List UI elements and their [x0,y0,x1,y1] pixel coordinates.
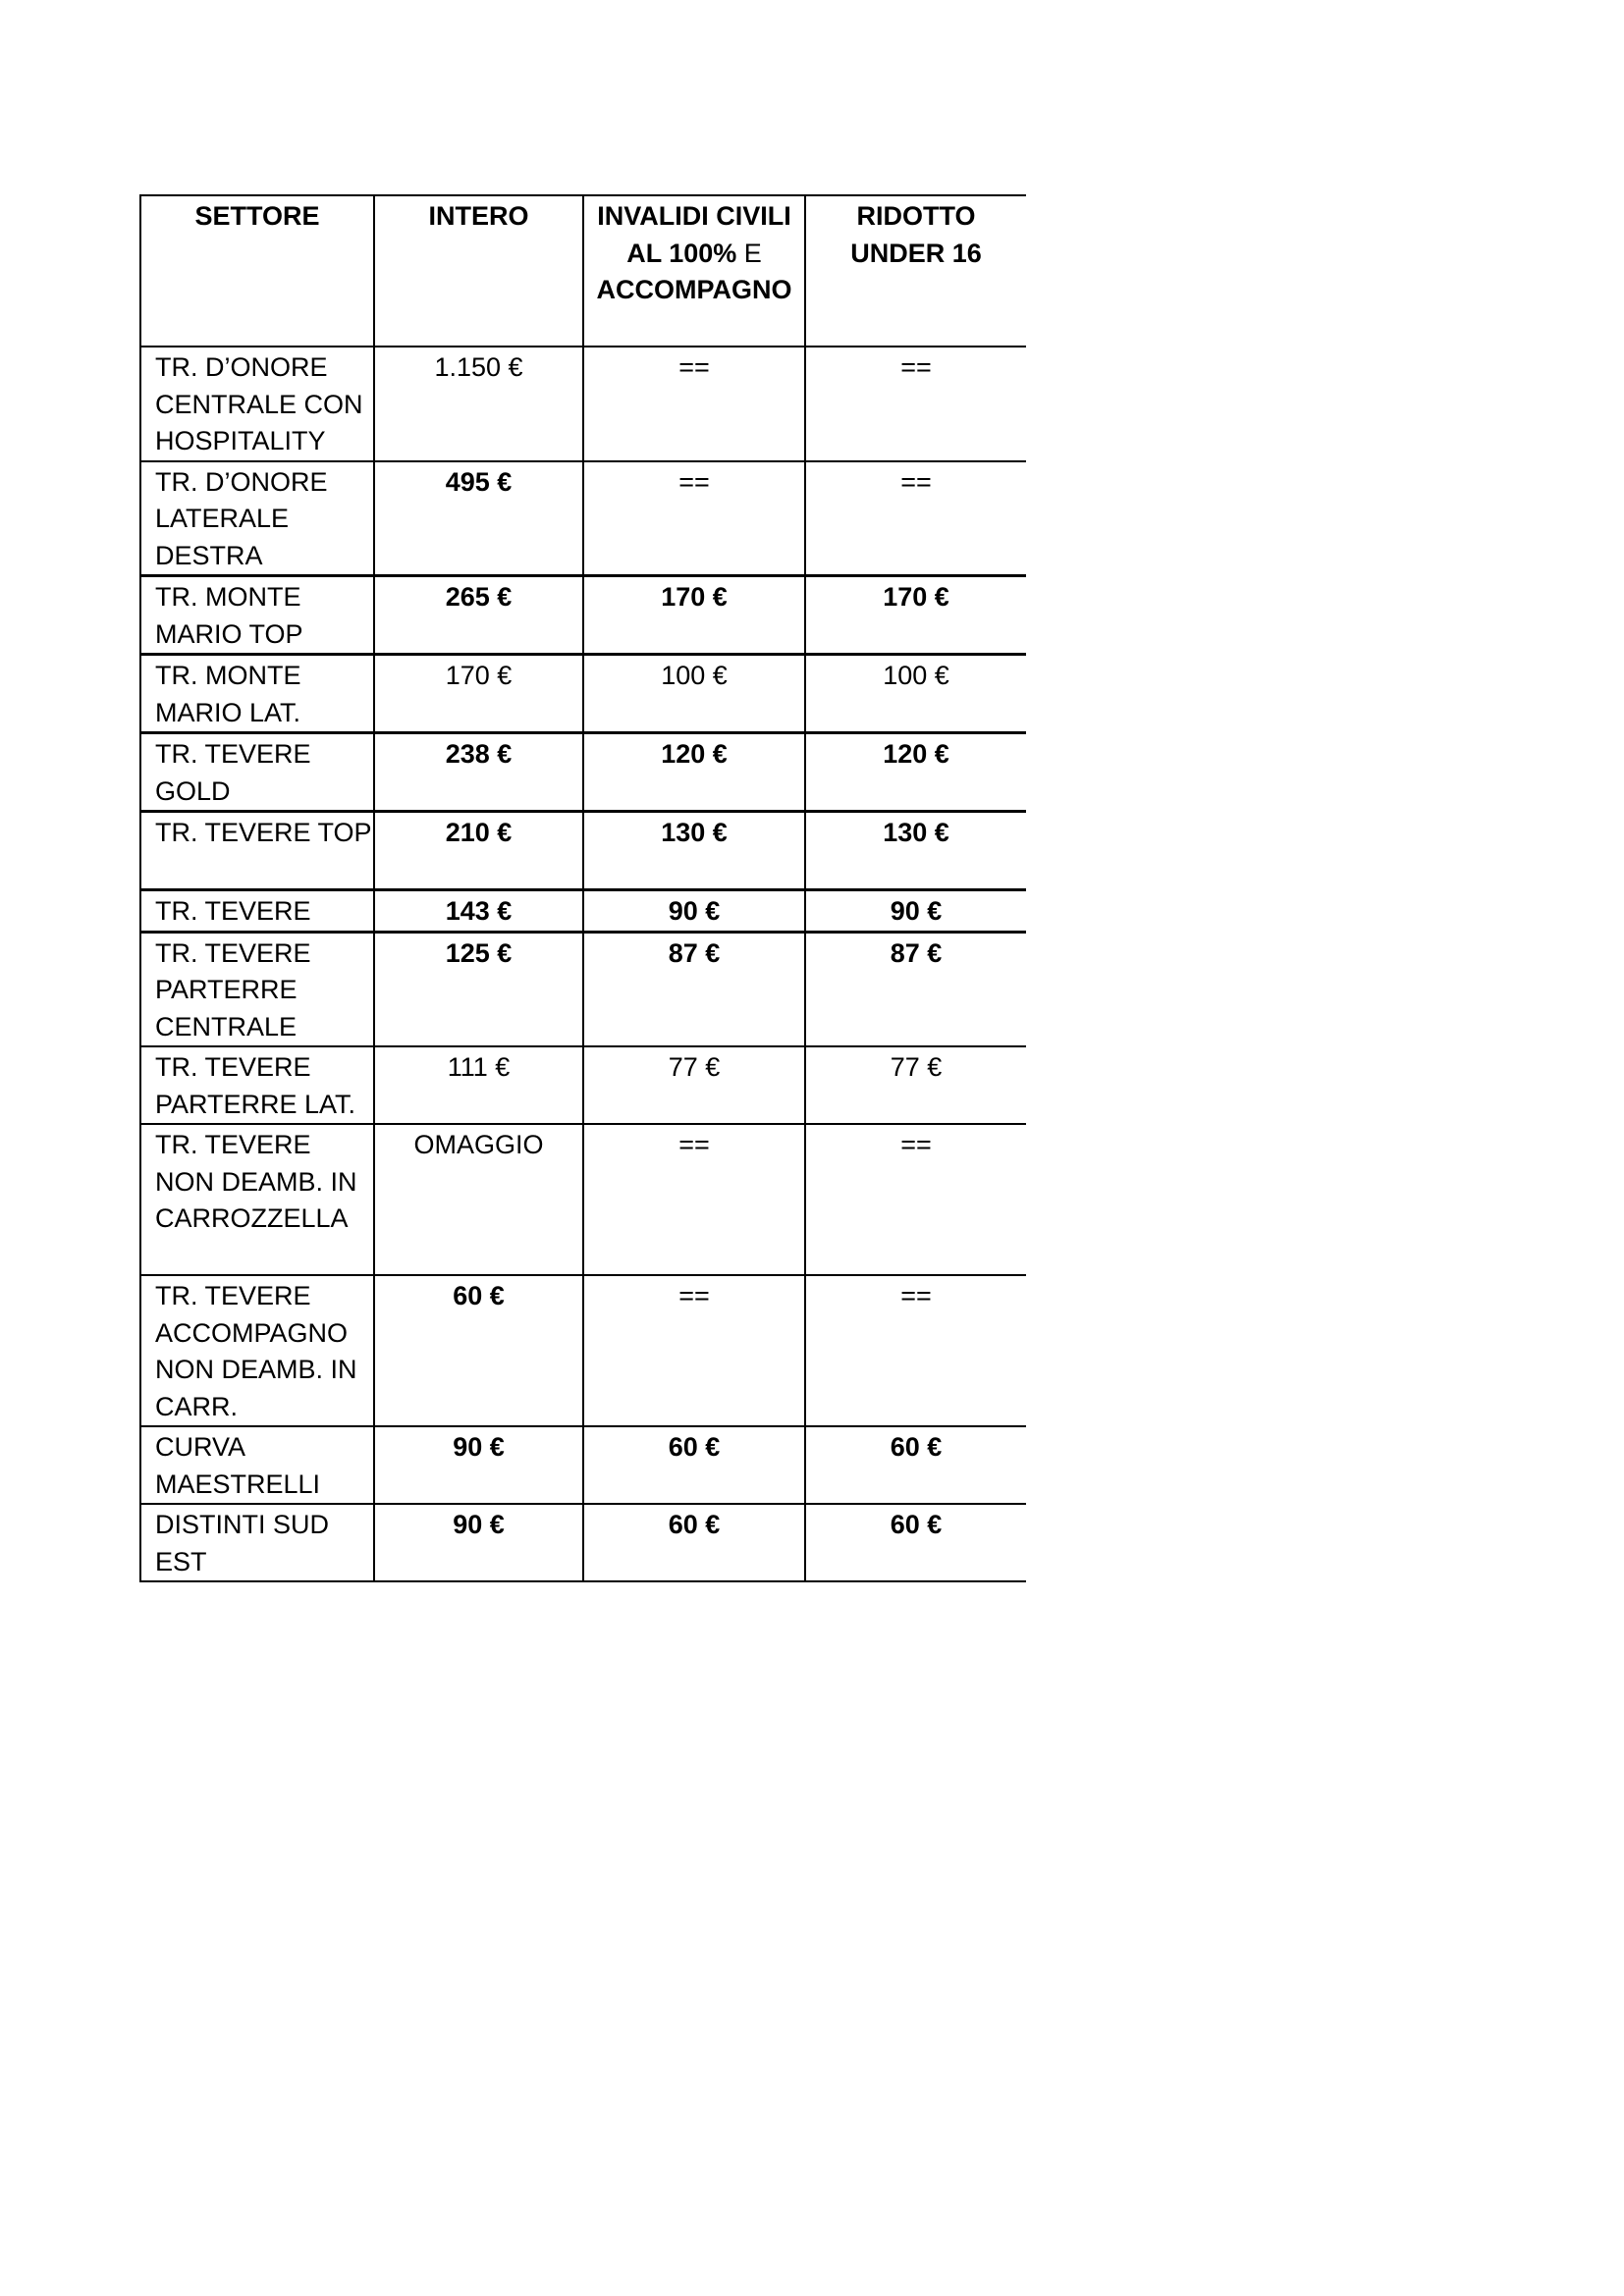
table-row [140,1504,1026,1581]
cell-full: 143 € [374,890,583,933]
cell-invalid: 90 € [583,890,805,933]
cell-full: 90 € [374,1504,583,1581]
cell-invalid: 100 € [583,655,805,733]
header-full: INTERO [374,195,583,347]
table-row [140,461,1026,576]
cell-sector: TR. TEVERE GOLD [140,733,374,812]
cell-sector: TR. TEVERE ACCOMPAGNO NON DEAMB. IN CARR. [140,1275,374,1426]
cell-reduced: 170 € [805,576,1026,655]
cell-sector: TR. TEVERE TOP [140,812,374,890]
cell-reduced: 120 € [805,733,1026,812]
table-row [140,1124,1026,1275]
cell-invalid: == [583,1124,805,1275]
cell-full: 111 € [374,1046,583,1124]
cell-full: 210 € [374,812,583,890]
cell-full: 238 € [374,733,583,812]
header-invalid [583,195,805,347]
cell-sector: TR. MONTE MARIO LAT. [140,655,374,733]
cell-invalid: 60 € [583,1426,805,1504]
cell-sector: TR. MONTE MARIO TOP [140,576,374,655]
cell-full: 495 € [374,461,583,576]
header-invalid-line1: INVALIDI CIVILI [597,201,791,231]
cell-reduced: 100 € [805,655,1026,733]
cell-invalid: == [583,1275,805,1426]
cell-reduced: == [805,461,1026,576]
cell-reduced: 87 € [805,932,1026,1046]
cell-reduced: == [805,1124,1026,1275]
cell-reduced: 77 € [805,1046,1026,1124]
cell-full: 170 € [374,655,583,733]
cell-full: 125 € [374,932,583,1046]
table-row [140,655,1026,733]
cell-invalid: 87 € [583,932,805,1046]
cell-invalid: == [583,461,805,576]
cell-invalid: == [583,347,805,461]
table-row [140,1046,1026,1124]
cell-full: 265 € [374,576,583,655]
cell-sector: CURVA MAESTRELLI [140,1426,374,1504]
cell-reduced: 130 € [805,812,1026,890]
header-invalid-line2-rest: E [736,238,762,268]
header-invalid-line2: AL 100% [626,238,737,268]
table-row [140,932,1026,1046]
header-sector: SETTORE [140,195,374,347]
cell-reduced: == [805,347,1026,461]
table-row [140,347,1026,461]
cell-sector: TR. TEVERE PARTERRE CENTRALE [140,932,374,1046]
table-row [140,576,1026,655]
cell-invalid: 60 € [583,1504,805,1581]
cell-invalid: 77 € [583,1046,805,1124]
table-row [140,1275,1026,1426]
cell-full: 1.150 € [374,347,583,461]
cell-sector: TR. D’ONORE CENTRALE CON HOSPITALITY [140,347,374,461]
cell-reduced: == [805,1275,1026,1426]
cell-full: 90 € [374,1426,583,1504]
cell-sector: TR. TEVERE [140,890,374,933]
cell-sector: TR. D’ONORE LATERALE DESTRA [140,461,374,576]
cell-reduced: 60 € [805,1426,1026,1504]
cell-invalid: 170 € [583,576,805,655]
cell-invalid: 120 € [583,733,805,812]
table-row [140,812,1026,890]
header-reduced: RIDOTTO UNDER 16 [805,195,1026,347]
cell-full: 60 € [374,1275,583,1426]
cell-reduced: 90 € [805,890,1026,933]
cell-sector: DISTINTI SUD EST [140,1504,374,1581]
table-header-row [140,195,1026,347]
header-invalid-line3: ACCOMPAGNO [596,275,792,304]
table-row [140,733,1026,812]
cell-full: OMAGGIO [374,1124,583,1275]
table-row [140,890,1026,933]
cell-invalid: 130 € [583,812,805,890]
cell-sector: TR. TEVERE PARTERRE LAT. [140,1046,374,1124]
cell-sector: TR. TEVERE NON DEAMB. IN CARROZZELLA [140,1124,374,1275]
price-table [139,194,1026,1582]
table-row [140,1426,1026,1504]
cell-reduced: 60 € [805,1504,1026,1581]
